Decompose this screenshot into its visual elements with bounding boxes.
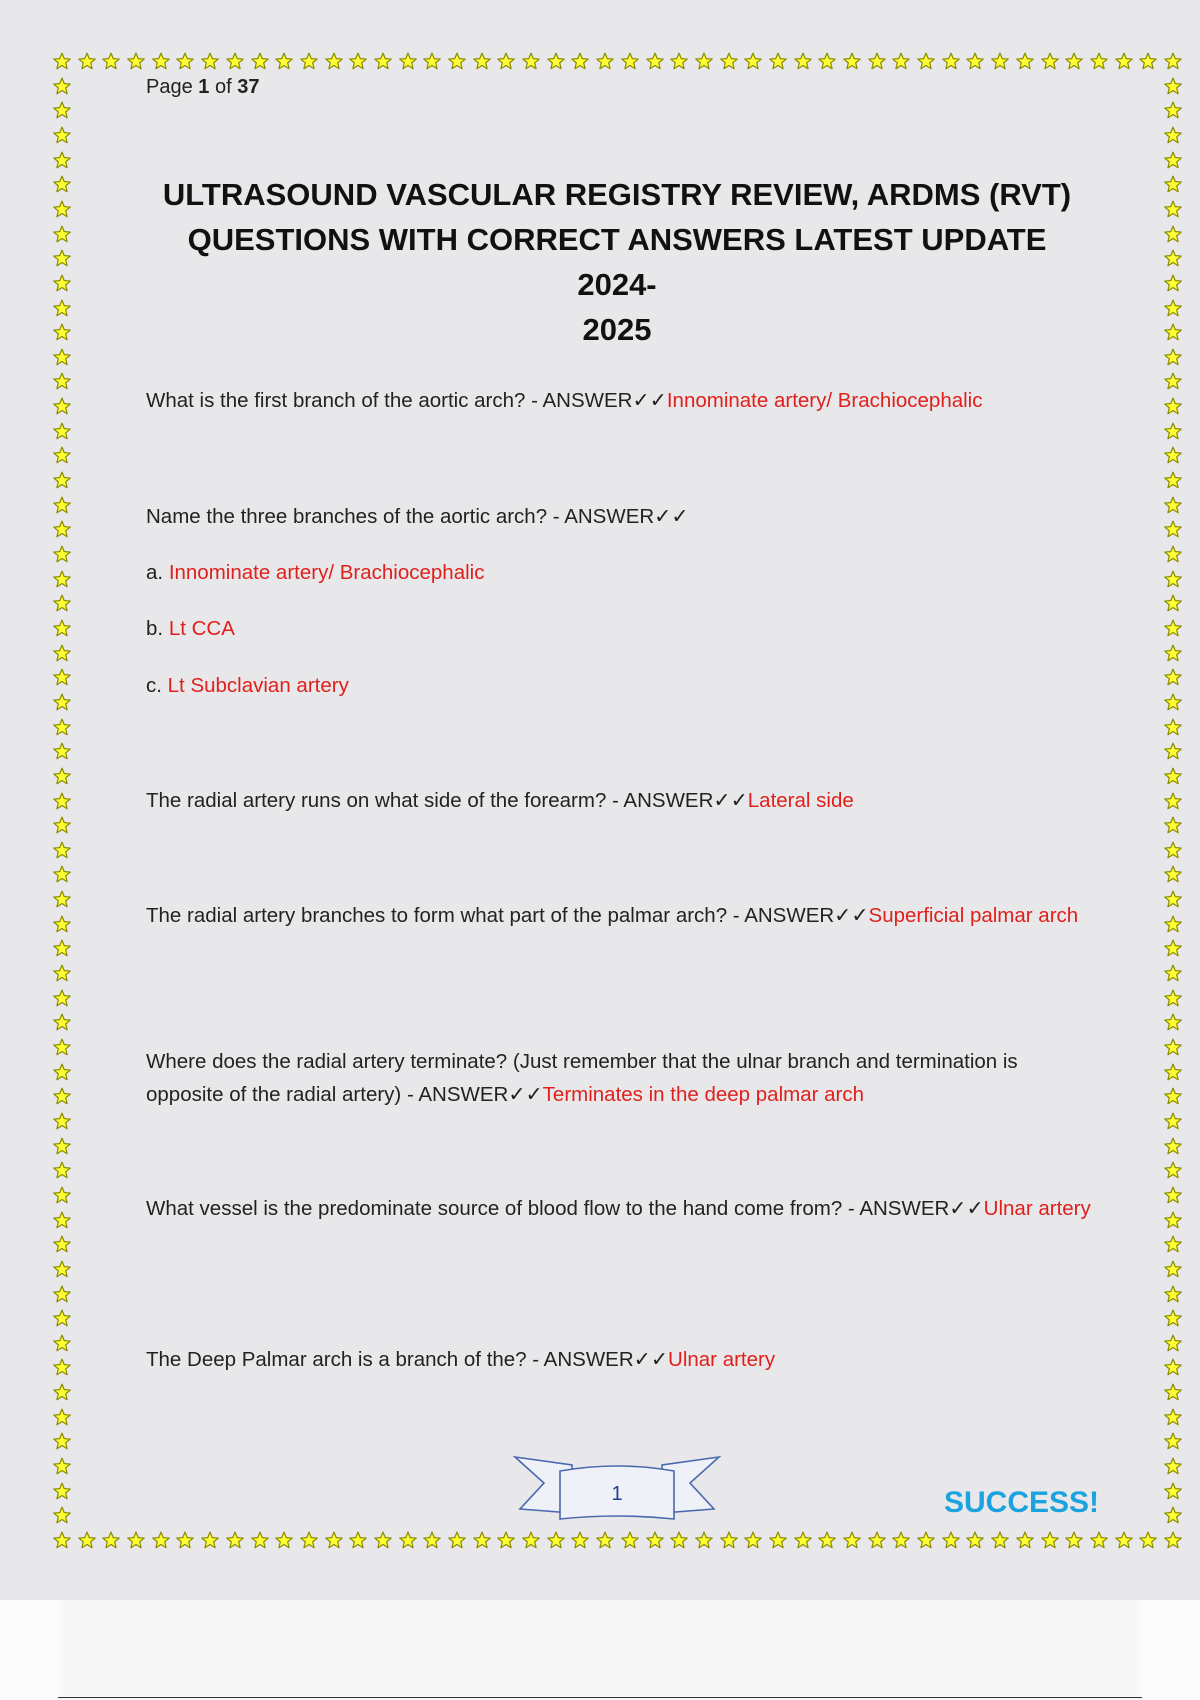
star-icon	[349, 52, 367, 70]
star-icon	[448, 1531, 466, 1549]
list-marker: c.	[146, 674, 162, 697]
star-icon	[1164, 939, 1182, 957]
answer-text: Innominate artery/ Brachiocephalic	[666, 389, 983, 412]
star-icon	[966, 52, 984, 70]
star-icon	[1139, 52, 1157, 70]
star-icon	[1164, 323, 1182, 341]
star-icon	[53, 446, 71, 464]
star-icon	[226, 52, 244, 70]
question-text: Name the three branches of the aortic arch? - ANSWER✓✓	[146, 505, 689, 528]
star-icon	[1164, 1506, 1182, 1524]
star-icon	[1164, 1063, 1182, 1081]
star-icon	[423, 1531, 441, 1549]
star-icon	[102, 1531, 120, 1549]
star-icon	[53, 77, 71, 95]
star-icon	[547, 52, 565, 70]
star-icon	[53, 225, 71, 243]
star-icon	[53, 570, 71, 588]
star-icon	[399, 1531, 417, 1549]
star-icon	[1164, 1457, 1182, 1475]
star-icon	[53, 1432, 71, 1450]
qa-item-1	[146, 384, 1096, 417]
star-icon	[497, 52, 515, 70]
star-icon	[53, 1186, 71, 1204]
star-icon	[1164, 1161, 1182, 1179]
answer-text: Superficial palmar arch	[868, 904, 1079, 927]
star-icon	[1164, 964, 1182, 982]
star-icon	[843, 1531, 861, 1549]
star-icon	[868, 1531, 886, 1549]
star-icon	[226, 1531, 244, 1549]
star-icon	[473, 1531, 491, 1549]
star-icon	[349, 1531, 367, 1549]
page-total: 37	[237, 76, 260, 98]
star-icon	[53, 1112, 71, 1130]
star-icon	[53, 1334, 71, 1352]
star-icon	[53, 175, 71, 193]
star-icon	[53, 890, 71, 908]
star-icon	[53, 200, 71, 218]
star-icon	[1164, 1038, 1182, 1056]
star-icon	[325, 52, 343, 70]
star-icon	[53, 767, 71, 785]
star-icon	[1016, 52, 1034, 70]
star-icon	[1164, 1137, 1182, 1155]
qa-item-3	[146, 784, 1096, 817]
page-current: 1	[198, 76, 210, 98]
star-icon	[818, 1531, 836, 1549]
star-icon	[53, 397, 71, 415]
star-icon	[53, 299, 71, 317]
star-icon	[1164, 471, 1182, 489]
star-icon	[1164, 1358, 1182, 1376]
star-icon	[1115, 52, 1133, 70]
star-icon	[695, 52, 713, 70]
star-icon	[621, 1531, 639, 1549]
star-icon	[1164, 792, 1182, 810]
star-icon	[53, 1531, 71, 1549]
star-icon	[423, 52, 441, 70]
star-icon	[1164, 151, 1182, 169]
star-icon	[1164, 1186, 1182, 1204]
star-icon	[720, 52, 738, 70]
star-icon	[1139, 1531, 1157, 1549]
next-page-sheet	[60, 1600, 1140, 1700]
star-icon	[892, 1531, 910, 1549]
star-icon	[868, 52, 886, 70]
star-icon	[127, 52, 145, 70]
star-icon	[53, 1063, 71, 1081]
answer-text: Ulnar artery	[983, 1197, 1091, 1220]
list-item-b	[146, 612, 1096, 645]
star-icon	[1164, 718, 1182, 736]
star-icon	[53, 422, 71, 440]
star-icon	[53, 644, 71, 662]
star-icon	[596, 1531, 614, 1549]
next-page-preview	[0, 1600, 1200, 1700]
star-icon	[1041, 52, 1059, 70]
star-icon	[53, 841, 71, 859]
page-of-label: of	[214, 76, 232, 98]
star-icon	[53, 915, 71, 933]
star-icon	[53, 249, 71, 267]
star-icon	[53, 1087, 71, 1105]
star-icon	[176, 1531, 194, 1549]
star-icon	[53, 348, 71, 366]
star-icon	[53, 1383, 71, 1401]
star-icon	[1164, 397, 1182, 415]
question-text: Where does the radial artery terminate? (Just remember that the ulnar branch and termination is opposite of the radial artery) - ANSWER✓✓	[146, 1050, 1018, 1106]
star-icon	[571, 1531, 589, 1549]
star-icon	[1164, 1211, 1182, 1229]
star-icon	[1164, 299, 1182, 317]
star-icon	[53, 1408, 71, 1426]
star-icon	[1164, 126, 1182, 144]
star-icon	[53, 101, 71, 119]
star-icon	[53, 668, 71, 686]
star-icon	[53, 1309, 71, 1327]
page-label: Page	[146, 76, 193, 98]
star-icon	[646, 1531, 664, 1549]
star-icon	[1164, 77, 1182, 95]
star-icon	[917, 52, 935, 70]
star-icon	[1164, 865, 1182, 883]
star-icon	[1164, 1285, 1182, 1303]
star-icon	[251, 1531, 269, 1549]
star-icon	[596, 52, 614, 70]
star-icon	[53, 1260, 71, 1278]
star-icon	[201, 52, 219, 70]
star-icon	[942, 1531, 960, 1549]
star-icon	[1164, 545, 1182, 563]
star-icon	[1164, 101, 1182, 119]
star-icon	[78, 52, 96, 70]
star-icon	[794, 52, 812, 70]
star-icon	[1164, 668, 1182, 686]
star-icon	[53, 274, 71, 292]
star-icon	[1164, 1432, 1182, 1450]
answer-text: Lt Subclavian artery	[167, 674, 349, 697]
star-icon	[1164, 644, 1182, 662]
star-icon	[1164, 594, 1182, 612]
star-icon	[1164, 422, 1182, 440]
document-title	[146, 172, 1088, 352]
qa-item-6	[146, 1192, 1096, 1225]
qa-item-4	[146, 899, 1096, 932]
star-icon	[53, 52, 71, 70]
star-icon	[1164, 1482, 1182, 1500]
qa-item-2	[146, 500, 1096, 533]
star-icon	[695, 1531, 713, 1549]
star-icon	[794, 1531, 812, 1549]
answer-text: Lateral side	[747, 789, 854, 812]
star-icon	[744, 1531, 762, 1549]
star-icon	[53, 742, 71, 760]
star-icon	[53, 1235, 71, 1253]
star-icon	[1164, 1260, 1182, 1278]
star-icon	[1164, 1408, 1182, 1426]
star-icon	[744, 52, 762, 70]
star-icon	[1065, 1531, 1083, 1549]
star-icon	[300, 52, 318, 70]
list-item-c	[146, 669, 1096, 702]
star-icon	[1164, 890, 1182, 908]
star-icon	[670, 1531, 688, 1549]
star-icon	[670, 52, 688, 70]
star-icon	[1164, 1334, 1182, 1352]
star-icon	[53, 1457, 71, 1475]
star-icon	[1164, 816, 1182, 834]
star-icon	[1164, 693, 1182, 711]
list-marker: a.	[146, 561, 164, 584]
star-icon	[374, 52, 392, 70]
star-icon	[720, 1531, 738, 1549]
star-icon	[1164, 570, 1182, 588]
star-icon	[53, 545, 71, 563]
star-icon	[621, 52, 639, 70]
question-text: The Deep Palmar arch is a branch of the? - ANSWER✓✓	[146, 1348, 669, 1371]
star-icon	[152, 1531, 170, 1549]
star-icon	[1164, 1087, 1182, 1105]
star-icon	[571, 52, 589, 70]
star-icon	[53, 1038, 71, 1056]
star-icon	[1041, 1531, 1059, 1549]
star-icon	[1090, 1531, 1108, 1549]
star-icon	[843, 52, 861, 70]
list-marker: b.	[146, 617, 164, 640]
star-icon	[448, 52, 466, 70]
list-item-a	[146, 556, 1096, 589]
title-line-1: ULTRASOUND VASCULAR REGISTRY REVIEW, ARDMS (RVT)	[162, 177, 1072, 212]
star-icon	[53, 471, 71, 489]
star-icon	[53, 1482, 71, 1500]
star-icon	[53, 1285, 71, 1303]
star-icon	[53, 496, 71, 514]
star-icon	[53, 1161, 71, 1179]
star-icon	[1164, 1309, 1182, 1327]
ribbon-banner-shape	[512, 1453, 722, 1525]
star-icon	[1164, 1235, 1182, 1253]
star-icon	[53, 865, 71, 883]
star-icon	[53, 1013, 71, 1031]
star-icon	[1164, 225, 1182, 243]
star-icon	[275, 1531, 293, 1549]
answer-text: Innominate artery/ Brachiocephalic	[168, 561, 485, 584]
star-icon	[818, 52, 836, 70]
star-icon	[966, 1531, 984, 1549]
answer-text: Terminates in the deep palmar arch	[542, 1083, 865, 1106]
star-icon	[53, 989, 71, 1007]
star-icon	[53, 792, 71, 810]
star-icon	[1164, 274, 1182, 292]
star-icon	[1115, 1531, 1133, 1549]
star-icon	[53, 816, 71, 834]
star-icon	[275, 52, 293, 70]
star-icon	[1164, 348, 1182, 366]
star-icon	[53, 964, 71, 982]
star-icon	[53, 594, 71, 612]
star-icon	[769, 52, 787, 70]
star-icon	[102, 52, 120, 70]
star-icon	[991, 52, 1009, 70]
question-text: What vessel is the predominate source of blood flow to the hand come from? - ANSWER✓✓	[146, 1197, 984, 1220]
star-icon	[1090, 52, 1108, 70]
star-icon	[325, 1531, 343, 1549]
star-icon	[1065, 52, 1083, 70]
star-icon	[53, 1211, 71, 1229]
star-icon	[1164, 742, 1182, 760]
star-icon	[892, 52, 910, 70]
star-icon	[300, 1531, 318, 1549]
star-icon	[1164, 1531, 1182, 1549]
ribbon-banner-icon	[512, 1453, 722, 1525]
star-icon	[53, 1358, 71, 1376]
answer-text: Ulnar artery	[668, 1348, 776, 1371]
star-icon	[53, 323, 71, 341]
star-icon	[1164, 200, 1182, 218]
star-icon	[399, 52, 417, 70]
star-icon	[53, 939, 71, 957]
page-divider	[58, 1697, 1142, 1698]
star-icon	[1164, 767, 1182, 785]
star-icon	[1164, 841, 1182, 859]
question-text: What is the first branch of the aortic arch? - ANSWER✓✓	[146, 389, 667, 412]
star-icon	[53, 520, 71, 538]
star-icon	[1164, 446, 1182, 464]
star-icon	[547, 1531, 565, 1549]
star-icon	[53, 1137, 71, 1155]
page-counter	[146, 76, 259, 99]
star-icon	[1164, 52, 1182, 70]
star-icon	[53, 372, 71, 390]
star-icon	[769, 1531, 787, 1549]
question-text: The radial artery branches to form what part of the palmar arch? - ANSWER✓✓	[146, 904, 869, 927]
star-icon	[127, 1531, 145, 1549]
star-icon	[1164, 989, 1182, 1007]
star-icon	[176, 52, 194, 70]
star-icon	[646, 52, 664, 70]
star-icon	[1164, 520, 1182, 538]
answer-text: Lt CCA	[168, 617, 235, 640]
question-text: The radial artery runs on what side of the forearm? - ANSWER✓✓	[146, 789, 748, 812]
star-icon	[497, 1531, 515, 1549]
star-icon	[251, 52, 269, 70]
star-icon	[1164, 1013, 1182, 1031]
star-icon	[1016, 1531, 1034, 1549]
star-icon	[522, 1531, 540, 1549]
star-icon	[53, 151, 71, 169]
star-icon	[1164, 1112, 1182, 1130]
star-icon	[53, 619, 71, 637]
star-icon	[53, 693, 71, 711]
star-icon	[53, 718, 71, 736]
star-icon	[522, 52, 540, 70]
star-icon	[1164, 915, 1182, 933]
success-badge: SUCCESS!	[944, 1486, 1100, 1519]
qa-item-5	[146, 1045, 1096, 1111]
qa-item-7	[146, 1343, 1096, 1376]
star-icon	[917, 1531, 935, 1549]
star-icon	[78, 1531, 96, 1549]
star-icon	[473, 52, 491, 70]
star-icon	[374, 1531, 392, 1549]
star-icon	[942, 52, 960, 70]
star-icon	[152, 52, 170, 70]
title-line-2: QUESTIONS WITH CORRECT ANSWERS LATEST UPDATE 2024-	[187, 222, 1047, 302]
star-icon	[53, 126, 71, 144]
star-icon	[1164, 249, 1182, 267]
star-icon	[1164, 372, 1182, 390]
star-icon	[1164, 496, 1182, 514]
ribbon-page-number: 1	[611, 1483, 623, 1505]
star-icon	[991, 1531, 1009, 1549]
title-line-3: 2025	[582, 312, 652, 347]
star-icon	[1164, 175, 1182, 193]
star-icon	[1164, 1383, 1182, 1401]
star-icon	[53, 1506, 71, 1524]
star-icon	[1164, 619, 1182, 637]
star-icon	[201, 1531, 219, 1549]
